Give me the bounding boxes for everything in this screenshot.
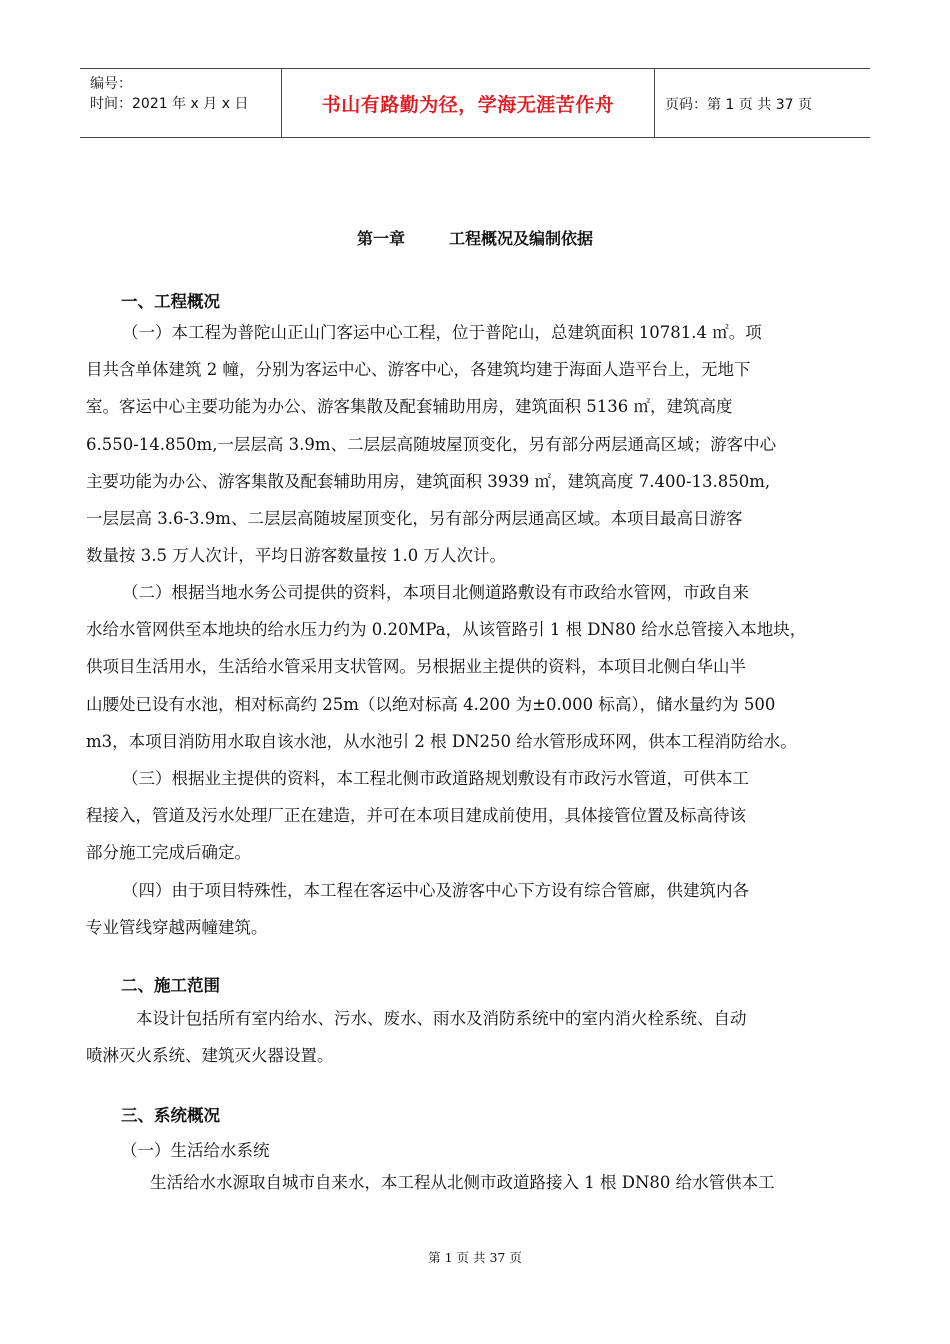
text-line: 喷淋灭火系统、建筑灭火器设置。	[86, 1046, 334, 1066]
paragraph	[86, 1164, 862, 1201]
text-line: 室。客运中心主要功能为办公、游客集散及配套辅助用房，建筑面积 5136 ㎡，建筑高度	[86, 397, 733, 417]
text-line: 部分施工完成后确定。	[86, 843, 251, 863]
date-label: 时间：2021 年 x 月 x 日	[90, 96, 249, 112]
text-line: 6.550-14.850m,一层层高 3.9m、二层层高随坡屋顶变化，另有部分两层通高区域；游客中心	[86, 434, 777, 454]
section-heading: 三、系统概况	[121, 1106, 220, 1125]
paragraph	[86, 1000, 862, 1074]
paragraph	[86, 314, 862, 574]
section-heading: 二、施工范围	[121, 976, 220, 995]
paragraph	[86, 872, 862, 946]
chapter-number: 第一章	[356, 229, 405, 248]
text-line: （三）根据业主提供的资料，本工程北侧市政道路规划敷设有市政污水管道，可供本工	[122, 769, 749, 788]
chapter-title	[0, 226, 950, 249]
header-motto-cell	[282, 69, 655, 137]
text-line: 生活给水水源取自城市自来水，本工程从北侧市政道路接入 1 根 DN80 给水管供本工	[150, 1173, 775, 1192]
page-info: 页码：第 1 页 共 37 页	[665, 97, 812, 113]
text-line: （一）本工程为普陀山正山门客运中心工程，位于普陀山，总建筑面积 10781.4 ㎡。项	[122, 323, 762, 342]
chapter-name: 工程概况及编制依据	[449, 229, 594, 248]
text-line: m3，本项目消防用水取自该水池，从水池引 2 根 DN250 给水管形成环网，供本工程消防给水。	[86, 731, 797, 751]
subsection-heading: （一）生活给水系统	[121, 1141, 270, 1160]
text-line: 山腰处已设有水池，相对标高约 25m（以绝对标高 4.200 为±0.000 标高），储水量约为 500	[86, 694, 776, 714]
section-heading: 一、工程概况	[121, 292, 220, 311]
paragraph	[86, 574, 862, 760]
text-line: 水给水管网供至本地块的给水压力约为 0.20MPa，从该管路引 1 根 DN80 给水总管接入本地块，	[86, 620, 807, 640]
text-line: （二）根据当地水务公司提供的资料，本项目北侧道路敷设有市政给水管网，市政自来	[122, 583, 749, 602]
text-line: 目共含单体建筑 2 幢，分别为客运中心、游客中心，各建筑均建于海面人造平台上，无地下	[86, 360, 751, 380]
text-line: 主要功能为办公、游客集散及配套辅助用房，建筑面积 3939 ㎡，建筑高度 7.400-13.850m,	[86, 471, 771, 491]
header-table	[80, 68, 870, 138]
motto: 书山有路勤为径，学海无涯苦作舟	[321, 94, 615, 116]
header-meta-cell	[80, 69, 282, 137]
header-page-cell	[655, 69, 870, 137]
text-line: 程接入，管道及污水处理厂正在建造，并可在本项目建成前使用，具体接管位置及标高待该	[86, 806, 746, 826]
text-line: 本设计包括所有室内给水、污水、废水、雨水及消防系统中的室内消火栓系统、自动	[136, 1009, 747, 1028]
text-line: 专业管线穿越两幢建筑。	[86, 918, 268, 938]
number-label: 编号：	[90, 76, 132, 92]
text-line: （四）由于项目特殊性，本工程在客运中心及游客中心下方设有综合管廊，供建筑内各	[122, 881, 749, 900]
page-footer: 第 1 页 共 37 页	[428, 1250, 522, 1265]
text-line: 供项目生活用水，生活给水管采用支状管网。另根据业主提供的资料，本项目北侧白华山半	[86, 657, 746, 677]
text-line: 一层层高 3.6-3.9m、二层层高随坡屋顶变化，另有部分两层通高区域。本项目最高日游客	[86, 509, 743, 529]
text-line: 数量按 3.5 万人次计，平均日游客数量按 1.0 万人次计。	[86, 546, 506, 566]
paragraph	[86, 760, 862, 872]
